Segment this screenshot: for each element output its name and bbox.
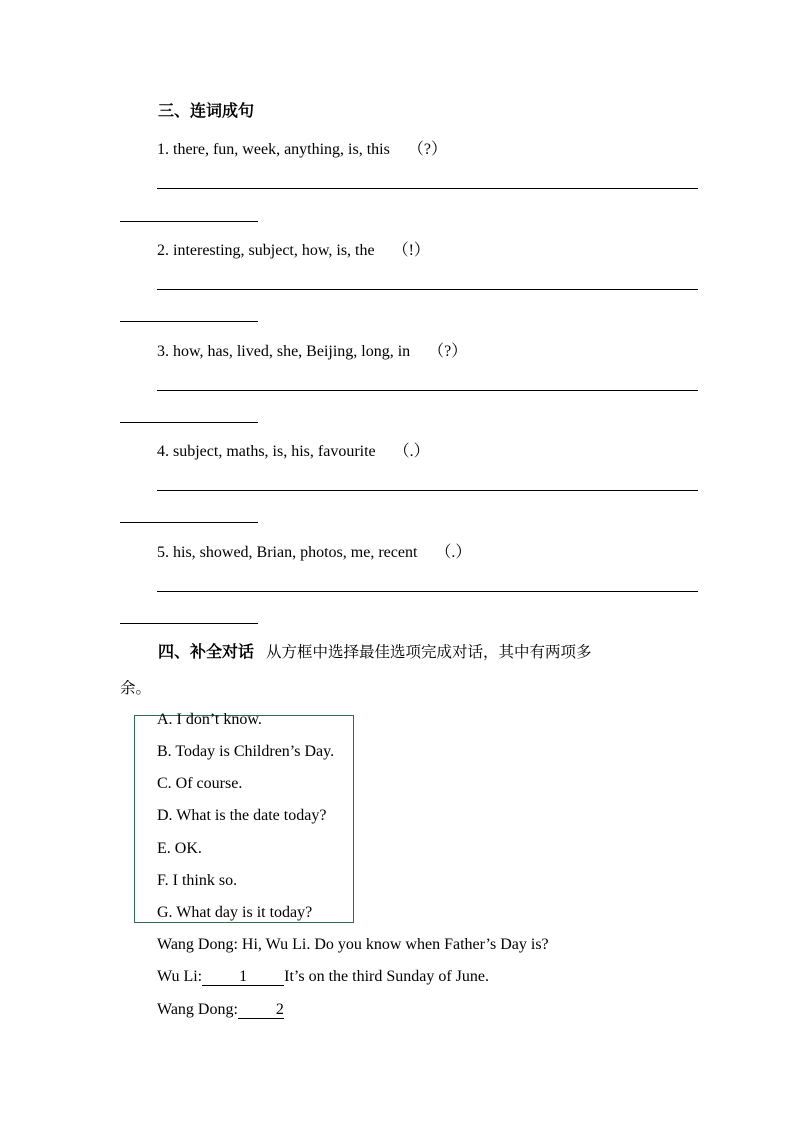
question-1-punctuation: （?） xyxy=(407,141,447,158)
dialogue-line-2 xyxy=(157,968,489,986)
dialogue-speaker: Wang Dong: xyxy=(157,936,238,953)
option-e: E. OK. xyxy=(157,840,202,857)
answer-line-3-continued xyxy=(120,422,258,423)
answer-line-4 xyxy=(157,490,698,491)
dialogue-text: It’s on the third Sunday of June. xyxy=(284,968,489,985)
answer-line-2 xyxy=(157,289,698,290)
question-1-words: 1. there, fun, week, anything, is, this xyxy=(157,141,390,158)
question-4-punctuation: （.） xyxy=(393,443,430,460)
question-1 xyxy=(157,136,447,159)
option-g: G. What day is it today? xyxy=(157,904,313,921)
answer-line-5 xyxy=(157,591,698,592)
section-4-instruction-continued: 余。 xyxy=(120,679,152,697)
dialogue-line-3 xyxy=(157,1001,284,1019)
option-a: A. I don’t know. xyxy=(157,711,262,728)
dialogue-speaker: Wang Dong: xyxy=(157,1001,238,1018)
question-5-punctuation: （.） xyxy=(435,544,472,561)
option-c: C. Of course. xyxy=(157,775,243,792)
dialogue-line-1 xyxy=(157,936,549,954)
section-4-header xyxy=(158,639,592,662)
option-d: D. What is the date today? xyxy=(157,807,327,824)
answer-line-1-continued xyxy=(120,221,258,222)
answer-blank-2[interactable]: 2 xyxy=(238,1001,284,1019)
question-4-words: 4. subject, maths, is, his, favourite xyxy=(157,443,376,460)
dialogue-text: Hi, Wu Li. Do you know when Father’s Day is? xyxy=(241,936,549,953)
option-f: F. I think so. xyxy=(157,872,238,889)
question-5-words: 5. his, showed, Brian, photos, me, recent xyxy=(157,544,418,561)
answer-line-3 xyxy=(157,390,698,391)
answer-line-1 xyxy=(157,188,698,189)
question-3 xyxy=(157,338,467,361)
question-2-words: 2. interesting, subject, how, is, the xyxy=(157,242,375,259)
section-3-heading: 三、连词成句 xyxy=(158,101,255,120)
answer-blank-1[interactable]: 1 xyxy=(202,968,284,986)
question-2 xyxy=(157,237,430,260)
question-2-punctuation: （!） xyxy=(392,242,430,259)
section-4-instruction: 从方框中选择最佳选项完成对话，其中有两项多 xyxy=(266,643,592,661)
answer-line-2-continued xyxy=(120,321,258,322)
dialogue-speaker: Wu Li: xyxy=(157,968,203,985)
answer-line-5-continued xyxy=(120,623,258,624)
question-5 xyxy=(157,539,471,562)
question-4 xyxy=(157,438,430,461)
answer-line-4-continued xyxy=(120,522,258,523)
section-4-heading: 四、补全对话 xyxy=(158,642,255,661)
option-b: B. Today is Children’s Day. xyxy=(157,743,335,760)
question-3-words: 3. how, has, lived, she, Beijing, long, in xyxy=(157,343,411,360)
question-3-punctuation: （?） xyxy=(428,343,468,360)
